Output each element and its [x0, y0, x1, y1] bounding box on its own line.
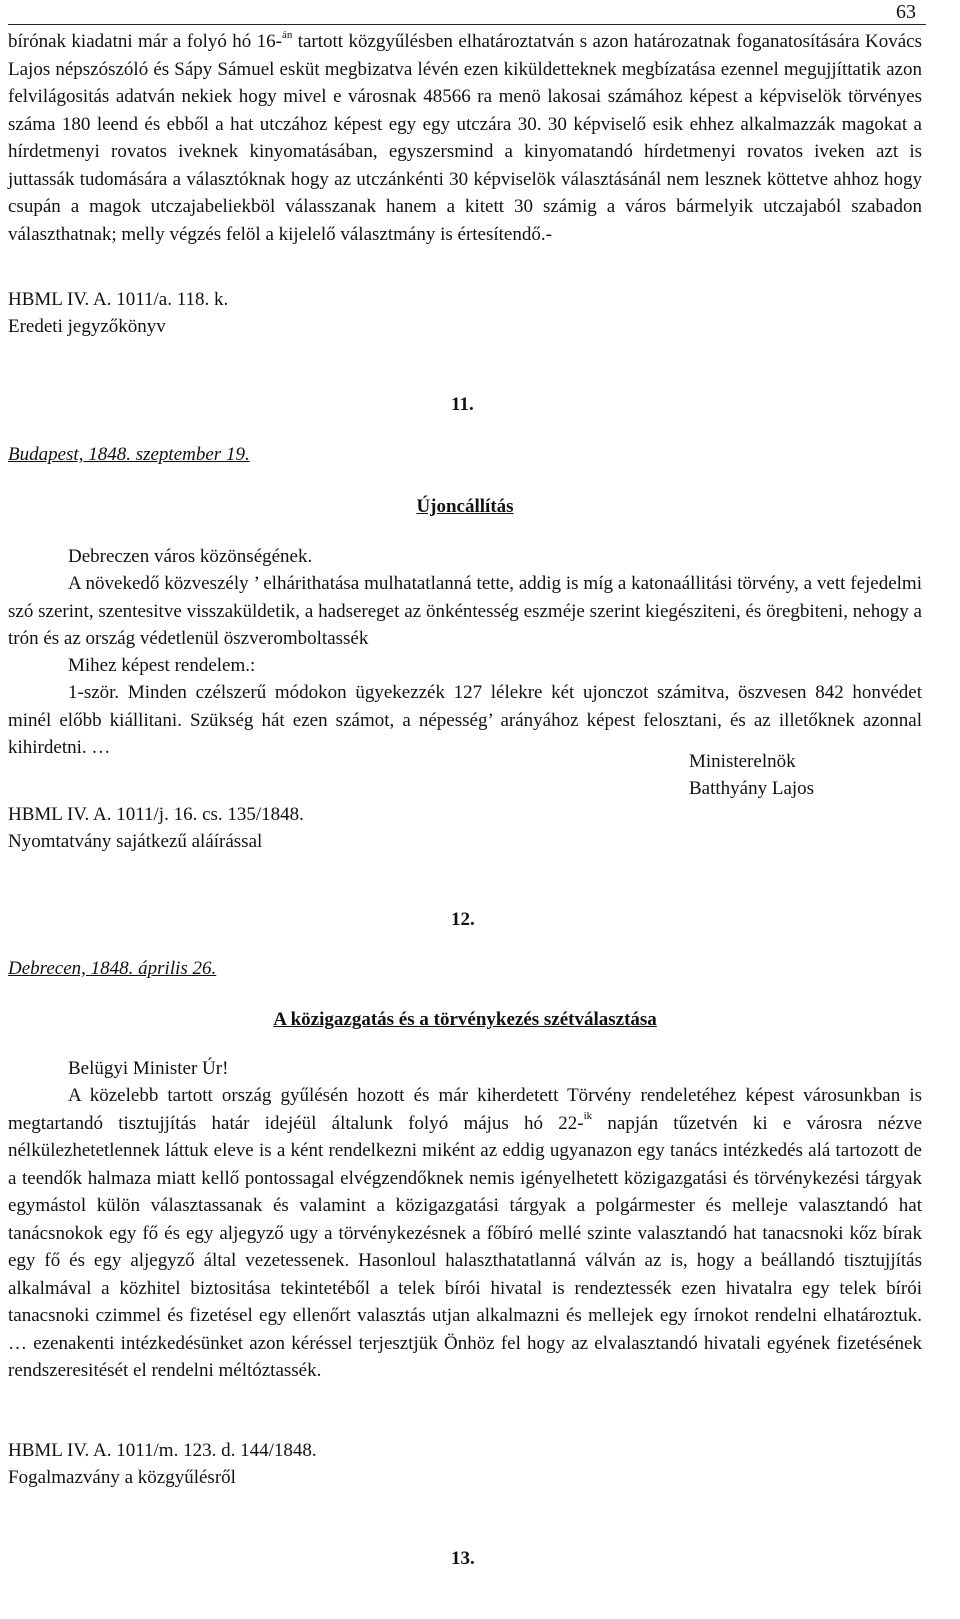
doc11-title: Újoncállítás — [416, 496, 514, 517]
doc13-number: 13. — [451, 1548, 475, 1569]
doc12-salutation: Belügyi Minister Úr! — [68, 1058, 229, 1079]
doc12-number: 12. — [451, 909, 475, 930]
doc11-paragraph-2: Mihez képest rendelem.: — [68, 655, 256, 676]
intro-source-reference: HBML IV. A. 1011/a. 118. k. — [8, 289, 229, 310]
doc11-salutation: Debreczen város közönségének. — [68, 546, 313, 567]
doc12-text-start: A közelebb tartott ország gyűlésén hozott és már kiherdetett Törvény rendeletéhez képest városunkban is megtartandó tisztujjítás határ idejéül általunk folyó május hó 22- — [8, 1085, 922, 1134]
intro-paragraph — [8, 28, 922, 248]
doc11-date: Budapest, 1848. szeptember 19. — [8, 444, 250, 465]
header-rule — [8, 24, 926, 25]
doc12-source-reference: HBML IV. A. 1011/m. 123. d. 144/1848. — [8, 1440, 317, 1461]
intro-text-start: bírónak kiadatni már a folyó hó 16- — [8, 31, 282, 52]
doc12-text-rest: napján tűzetvén ki e városra nézve nélkülezhetetlennek láttuk eleve is a ként rendelkezni miként az eddig ugyanazon egy tanács intézkedés alá tartozott de a teendők halmaza miatt kellő pontossagal elvégzendőknek nemis igényelhetett közigazgatási és törvénykezési tárgyak egymástol külön választassanak és valamint a közigazgatási tárgyak a polgármester és melleje valasztandó hat tanácsnokok egy fő és egy aljegyző ugy a törvénykezésnek a főbíró mellé szinte valasztandó hat tanacsnoki kőz bírak egy fő és egy aljegyző által vezetessenek. Hasonloul halaszthatatlanná válván az is, hogy a beállandó tisztujjítás alkalmával a közhitel biztositása tekintetéből a telek bírói hivatal is rendeztessék ezen hivatalra egy telek bírói tanacsnoki czimmel és fizetésel egy ellenőrt valasztás utjan alkalmazni és mellejek egy írnokot rendelni elhatároztuk. … ezenakenti intézkedésünket azon kéréssel terjesztjük Önhöz fel hogy az elvalasztandó hivatali egyének fizetésének rendszeresitését el rendelni méltóztassék. — [8, 1112, 923, 1381]
doc12-title: A közigazgatás és a törvénykezés szétválasztása — [273, 1009, 657, 1030]
intro-source-type: Eredeti jegyzőkönyv — [8, 316, 166, 337]
doc11-number: 11. — [451, 394, 474, 415]
doc12-paragraph — [8, 1082, 922, 1385]
doc12-source-type: Fogalmazvány a közgyűlésről — [8, 1467, 236, 1488]
doc12-superscript: ik — [583, 1110, 593, 1123]
intro-text-rest: tartott közgyűlésben elhatároztatván s azon határozatnak foganatosítására Kovács Lajos népszószóló és Sápy Sámuel esküt megbizatva lévén ezen kiküldetteknek megbízatása ezennel megujjíttatik azon felvilágositás adatván nekiek hogy mivel e városnak 48566 ra menö lakosai számához képest a képviselök törvényes száma 180 leend és ebből a hat utczához képest egy egy utczára 30. 30 képviselő esik ehhez alkalmazzák magokat a hírdetmenyi rovatos iveknek kinyomatásában, egyszersmind a kinyomatandó hírdetmenyi rovatos iveken azt is juttassák tudomására a választóknak hogy az utczánkénti 30 képviselök választásánál nem lesznek köttetve ahhoz hogy csupán a magok utczajabeliekböl válasszanak hanem a kitett 30 számig a város bármelyik utczajaból szabadon választhatnak; melly végzés felöl a kijelelő választmány is értesítendő.- — [8, 31, 922, 245]
intro-superscript: án — [281, 28, 293, 41]
doc11-signature-title: Ministerelnök — [689, 751, 796, 772]
page-number: 63 — [896, 1, 916, 23]
doc11-paragraph-1: A növekedő közveszély ’ elhárithatása mulhatatlanná tette, addig is míg a katonaállitási törvény, a vett fejedelmi szó szerint, szentesitve visszaküldetik, a hadsereget az önkéntesség eszméje szerint kiegésziteni, és öregbiteni, nehogy a trón és az ország védetlenül öszveromboltassék — [8, 573, 922, 649]
doc12-date: Debrecen, 1848. április 26. — [8, 958, 217, 979]
doc11-source-type: Nyomtatvány sajátkezű aláírással — [8, 831, 263, 852]
doc11-paragraph-3: 1-ször. Minden czélszerű módokon ügyekezzék 127 lélekre két ujonczot számitva, öszvesen 842 honvédet minél előbb kiállitani. Szükség hát ezen számot, a népesség’ arányához képest felosztani, és az illetőknek azonnal kihirdetni. … — [8, 682, 922, 758]
doc11-source-reference: HBML IV. A. 1011/j. 16. cs. 135/1848. — [8, 804, 304, 825]
doc11-signature-name: Batthyány Lajos — [689, 778, 815, 799]
